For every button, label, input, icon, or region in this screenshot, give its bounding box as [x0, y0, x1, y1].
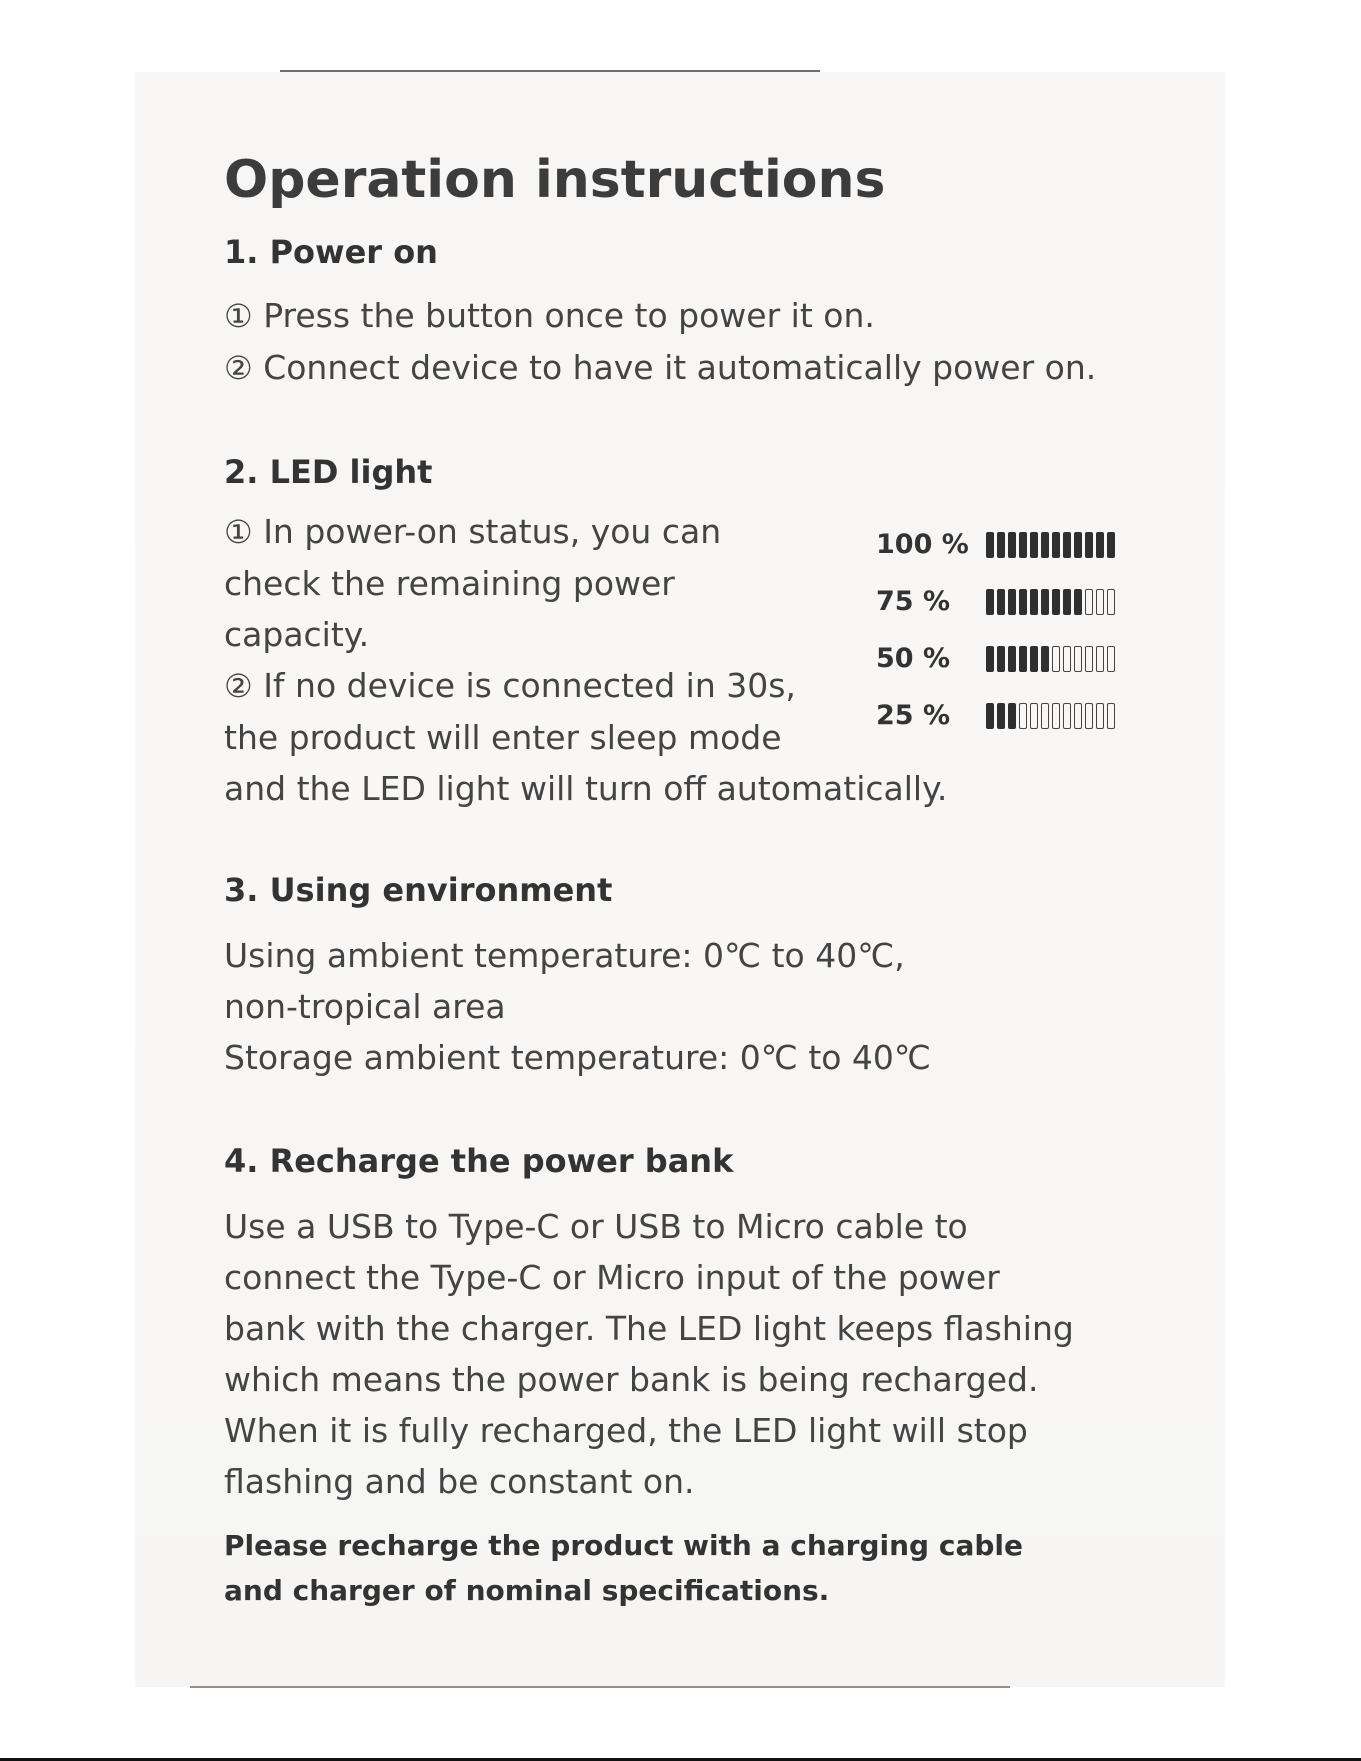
led-light-text: [224, 506, 947, 814]
battery-bar-filled: [1019, 646, 1027, 672]
section-recharge: [224, 1139, 1144, 1613]
battery-bar-filled: [986, 703, 994, 729]
environment-body: [224, 930, 1144, 1083]
step-text: In power-on status, you can: [263, 512, 722, 551]
battery-bar-empty: [1096, 646, 1104, 672]
power-on-steps: [224, 290, 1144, 394]
battery-level-row: [876, 687, 1115, 744]
step-text: Connect device to have it automatically power on.: [263, 348, 1097, 387]
body-line: When it is fully recharged, the LED light will stop: [224, 1411, 1028, 1450]
section-led-light: [224, 450, 1144, 812]
body-line: bank with the charger. The LED light keeps flashing: [224, 1309, 1074, 1348]
battery-bar-filled: [1063, 589, 1071, 615]
section-heading: 3. Using environment: [224, 871, 613, 909]
step-text: Press the button once to power it on.: [263, 296, 875, 335]
step-line: check the remaining power: [224, 564, 675, 603]
recharge-body: [224, 1201, 1144, 1507]
circled-number-icon: ②: [224, 349, 253, 387]
battery-bar-empty: [1074, 646, 1082, 672]
body-line: connect the Type-C or Micro input of the power: [224, 1258, 1000, 1297]
battery-bar-filled: [1096, 532, 1104, 558]
battery-bar-filled: [1008, 532, 1016, 558]
battery-bar-empty: [1063, 703, 1071, 729]
battery-bar-filled: [1041, 589, 1049, 615]
recharge-note: [224, 1523, 1144, 1613]
battery-level-icon: [986, 532, 1115, 558]
battery-bar-filled: [997, 646, 1005, 672]
led-light-body: [224, 506, 1144, 812]
battery-level-icon: [986, 703, 1115, 729]
step-text: If no device is connected in 30s,: [263, 666, 796, 705]
battery-level-row: [876, 573, 1115, 630]
battery-bar-filled: [1074, 532, 1082, 558]
battery-bar-empty: [1052, 646, 1060, 672]
body-line: Storage ambient temperature: 0℃ to 40℃: [224, 1038, 931, 1077]
battery-bar-empty: [1107, 703, 1115, 729]
battery-bar-filled: [1030, 589, 1038, 615]
battery-bar-filled: [1008, 646, 1016, 672]
battery-bar-filled: [1030, 532, 1038, 558]
body-line: which means the power bank is being recharged.: [224, 1360, 1039, 1399]
battery-bar-filled: [1074, 589, 1082, 615]
circled-number-icon: ①: [224, 297, 253, 335]
battery-bar-filled: [1008, 589, 1016, 615]
battery-bar-empty: [1107, 646, 1115, 672]
body-line: Using ambient temperature: 0℃ to 40℃,: [224, 936, 905, 975]
body-line: non-tropical area: [224, 987, 506, 1026]
section-using-environment: [224, 868, 1144, 1083]
battery-bar-empty: [1107, 589, 1115, 615]
step-line: and the LED light will turn off automatically.: [224, 769, 948, 808]
battery-bar-filled: [1041, 532, 1049, 558]
battery-bar-empty: [1085, 589, 1093, 615]
step-line: capacity.: [224, 615, 370, 654]
battery-bar-empty: [1019, 703, 1027, 729]
battery-bar-empty: [1063, 646, 1071, 672]
battery-bar-filled: [986, 589, 994, 615]
battery-bar-empty: [1030, 703, 1038, 729]
battery-bar-empty: [1096, 589, 1104, 615]
battery-bar-filled: [997, 589, 1005, 615]
body-line: flashing and be constant on.: [224, 1462, 695, 1501]
section-heading: 4. Recharge the power bank: [224, 1142, 734, 1180]
step-line: [224, 506, 947, 558]
section-heading: 2. LED light: [224, 453, 433, 491]
body-line: Use a USB to Type-C or USB to Micro cable to: [224, 1207, 968, 1246]
circled-number-icon: ①: [224, 513, 253, 551]
battery-bar-filled: [1085, 532, 1093, 558]
battery-bar-filled: [1052, 589, 1060, 615]
step-line: the product will enter sleep mode: [224, 718, 782, 757]
battery-percent: 100 %: [876, 529, 969, 560]
card-top-edge: [280, 70, 820, 72]
battery-percent: 50 %: [876, 643, 951, 674]
card-bottom-edge: [190, 1686, 1010, 1688]
battery-level-row: [876, 630, 1115, 687]
note-line: Please recharge the product with a charging cable: [224, 1529, 1023, 1562]
battery-bar-filled: [1107, 532, 1115, 558]
battery-level-icon: [986, 646, 1115, 672]
battery-level-icon: [986, 589, 1115, 615]
battery-bar-empty: [1041, 703, 1049, 729]
page-title: Operation instructions: [224, 150, 886, 210]
battery-bar-filled: [997, 703, 1005, 729]
battery-level-row: [876, 516, 1115, 573]
battery-bar-filled: [1030, 646, 1038, 672]
battery-percent: 25 %: [876, 700, 951, 731]
section-power-on: [224, 230, 1144, 394]
battery-bar-empty: [1052, 703, 1060, 729]
battery-bar-empty: [1096, 703, 1104, 729]
battery-bar-filled: [1008, 703, 1016, 729]
section-heading: 1. Power on: [224, 233, 438, 271]
battery-percent: 75 %: [876, 586, 951, 617]
step-line: [224, 290, 1144, 342]
battery-bar-empty: [1085, 646, 1093, 672]
battery-bar-filled: [1019, 532, 1027, 558]
battery-bar-filled: [986, 532, 994, 558]
note-line: and charger of nominal specifications.: [224, 1574, 830, 1607]
battery-bar-filled: [1019, 589, 1027, 615]
battery-bar-filled: [1063, 532, 1071, 558]
battery-bar-filled: [1052, 532, 1060, 558]
battery-bar-empty: [1074, 703, 1082, 729]
battery-bar-filled: [997, 532, 1005, 558]
battery-bar-filled: [1041, 646, 1049, 672]
battery-bar-empty: [1085, 703, 1093, 729]
battery-level-table: [876, 516, 1115, 744]
step-line: [224, 342, 1144, 394]
battery-bar-filled: [986, 646, 994, 672]
step-line: [224, 660, 947, 712]
document-content: [224, 140, 1144, 1613]
circled-number-icon: ②: [224, 667, 253, 705]
